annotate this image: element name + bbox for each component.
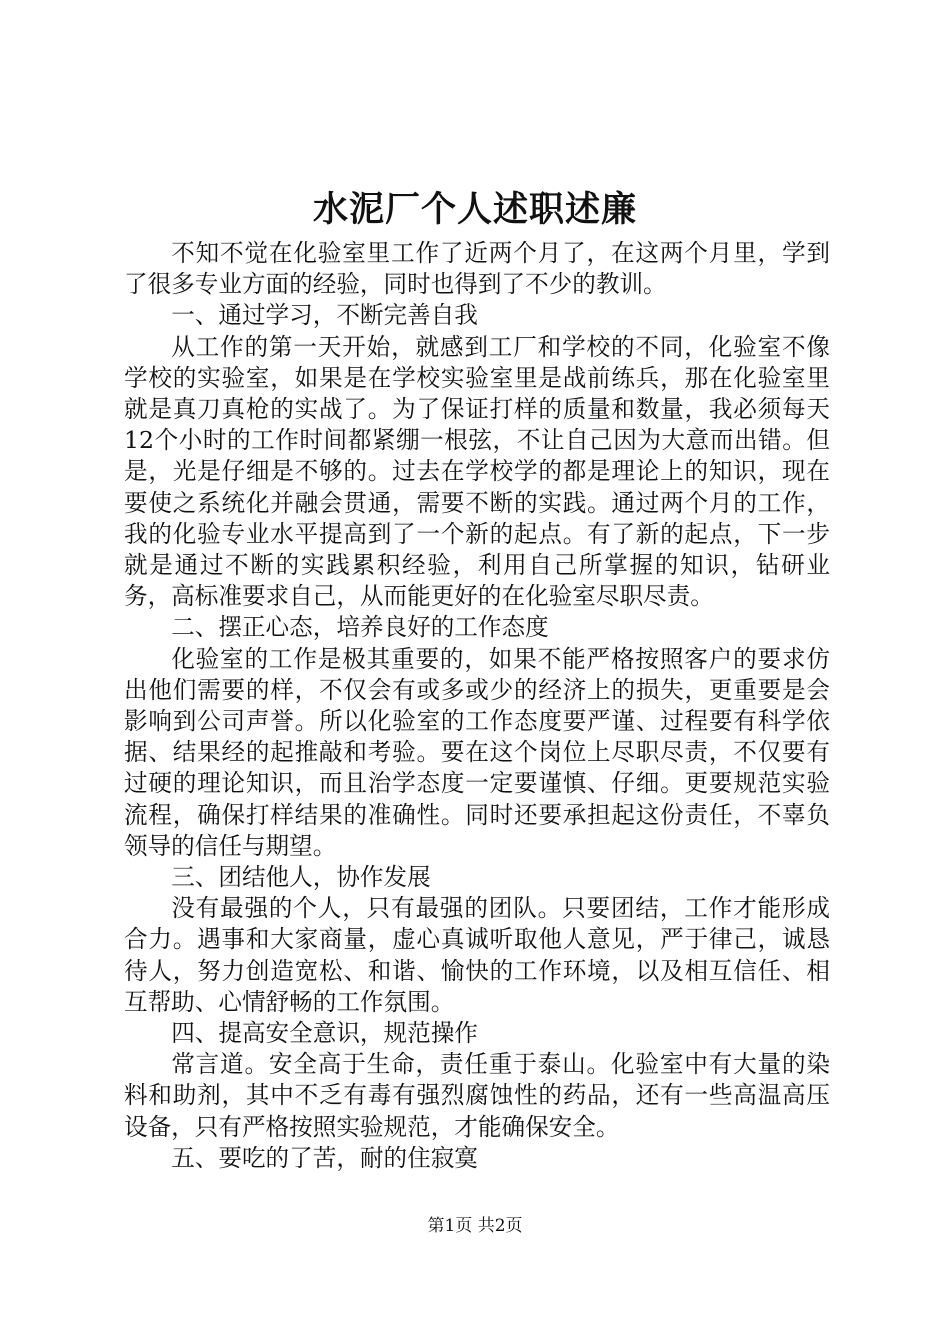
page-number-footer: 第1页 共2页 xyxy=(427,1216,523,1236)
section-heading-1: 一、通过学习，不断完善自我 xyxy=(171,301,478,330)
document-body xyxy=(124,238,830,1174)
section-heading-4: 四、提高安全意识，规范操作 xyxy=(171,1019,478,1048)
paragraph-section-3: 没有最强的个人，只有最强的团队。只要团结，工作才能形成合力。遇事和大家商量，虚心真诚听取他人意见，严于律己，诚恳待人，努力创造宽松、和谐、愉快的工作环境，以及相互信任、相互帮助、心情舒畅的工作氛围。 xyxy=(124,894,830,1016)
document-title: 水泥厂个人述职述廉 xyxy=(312,189,637,230)
paragraph-intro: 不知不觉在化验室里工作了近两个月了，在这两个月里，学到了很多专业方面的经验，同时也得到了不少的教训。 xyxy=(124,239,830,299)
section-heading-5: 五、要吃的了苦，耐的住寂寞 xyxy=(171,1143,478,1172)
paragraph-section-4: 常言道。安全高于生命，责任重于泰山。化验室中有大量的染料和助剂，其中不乏有毒有强烈腐蚀性的药品，还有一些高温高压设备，只有严格按照实验规范，才能确保安全。 xyxy=(124,1050,830,1141)
section-heading-2: 二、摆正心态，培养良好的工作态度 xyxy=(171,613,549,642)
section-heading-3: 三、团结他人，协作发展 xyxy=(171,863,431,892)
paragraph-section-2: 化验室的工作是极其重要的，如果不能严格按照客户的要求仿出他们需要的样，不仅会有或多或少的经济上的损失，更重要是会影响到公司声誉。所以化验室的工作态度要严谨、过程要有科学依据、结果经的起推敲和考验。要在这个岗位上尽职尽责，不仅要有过硬的理论知识，而且治学态度一定要谨慎、仔细。更要规范实验流程，确保打样结果的准确性。同时还要承担起这份责任，不辜负领导的信任与期望。 xyxy=(124,644,830,860)
paragraph-section-1: 从工作的第一天开始，就感到工厂和学校的不同，化验室不像学校的实验室，如果是在学校实验室里是战前练兵，那在化验室里就是真刀真枪的实战了。为了保证打样的质量和数量，我必须每天12个小时的工作时间都紧绷一根弦，不让自己因为大意而出错。但是，光是仔细是不够的。过去在学校学的都是理论上的知识，现在要使之系统化并融会贯通，需要不断的实践。通过两个月的工作，我的化验专业水平提高到了一个新的起点。有了新的起点，下一步就是通过不断的实践累积经验，利用自己所掌握的知识，钻研业务，高标准要求自己，从而能更好的在化验室尽职尽责。 xyxy=(124,332,830,611)
